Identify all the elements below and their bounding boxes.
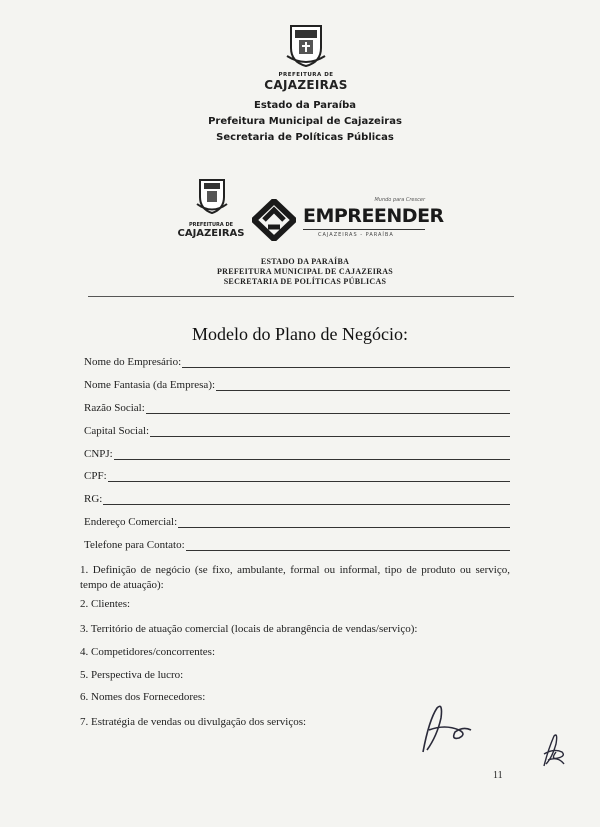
header-line-state: ESTADO DA PARAÍBA	[260, 257, 350, 266]
field-blank-line[interactable]	[146, 402, 510, 414]
field-label: RG:	[84, 493, 103, 505]
crest-icon	[285, 22, 327, 68]
field-cpf[interactable]	[84, 466, 510, 482]
empreender-logo-icon	[252, 199, 296, 241]
question-7: 7. Estratégia de vendas ou divulgação dos serviços:	[80, 716, 307, 728]
header-divider	[88, 296, 514, 297]
field-label: Razão Social:	[84, 402, 145, 414]
field-cnpj[interactable]	[84, 444, 510, 460]
field-label: Nome do Empresário:	[84, 356, 182, 368]
header-line-prefeitura: PREFEITURA MUNICIPAL DE CAJAZEIRAS	[216, 267, 394, 276]
header-line-secretaria: SECRETARIA DE POLÍTICAS PÚBLICAS	[223, 277, 387, 286]
field-nome-empresario[interactable]	[84, 352, 510, 368]
field-blank-line[interactable]	[182, 356, 510, 368]
empreender-subtitle: CAJAZEIRAS - PARAÍBA	[318, 232, 394, 238]
brand-name: CAJAZEIRAS	[177, 228, 245, 239]
field-rg[interactable]	[84, 489, 510, 505]
field-razao-social[interactable]	[84, 398, 510, 414]
question-6: 6. Nomes dos Fornecedores:	[80, 691, 206, 703]
field-label: Capital Social:	[84, 425, 150, 437]
question-3: 3. Território de atuação comercial (locais de abrangência de vendas/serviço):	[80, 623, 418, 635]
field-capital-social[interactable]	[84, 421, 510, 437]
initials-icon	[538, 730, 568, 770]
question-1: 1. Definição de negócio (se fixo, ambulante, formal ou informal, tipo de produto ou serviço, tempo de atuação):	[80, 564, 510, 591]
brand-small-text: PREFEITURA DE	[188, 222, 234, 228]
field-endereco-comercial[interactable]	[84, 512, 510, 528]
field-nome-fantasia[interactable]	[84, 375, 510, 391]
header-line-prefeitura: Prefeitura Municipal de Cajazeiras	[208, 116, 402, 127]
empreender-underline	[303, 229, 425, 230]
question-5: 5. Perspectiva de lucro:	[80, 669, 184, 681]
crest-icon	[196, 177, 228, 215]
signature-icon	[415, 700, 475, 760]
field-telefone[interactable]	[84, 535, 510, 551]
page-title: Modelo do Plano de Negócio:	[192, 324, 408, 344]
field-blank-line[interactable]	[150, 425, 510, 437]
field-label: Telefone para Contato:	[84, 539, 185, 551]
field-blank-line[interactable]	[108, 470, 510, 482]
brand-small-text: PREFEITURA DE	[278, 72, 334, 78]
field-label: Nome Fantasia (da Empresa):	[84, 379, 216, 391]
field-blank-line[interactable]	[216, 379, 510, 391]
field-label: CPF:	[84, 470, 107, 482]
empreender-tagline: Mundo para Crescer	[374, 197, 425, 203]
question-4: 4. Competidores/concorrentes:	[80, 646, 216, 658]
header-line-secretaria: Secretaria de Políticas Públicas	[216, 132, 394, 143]
field-label: CNPJ:	[84, 448, 113, 460]
question-2: 2. Clientes:	[80, 598, 131, 610]
empreender-title: EMPREENDER	[303, 205, 444, 227]
field-blank-line[interactable]	[114, 448, 510, 460]
field-label: Endereço Comercial:	[84, 516, 178, 528]
page-number: 11	[493, 770, 503, 781]
header-line-state: Estado da Paraíba	[253, 100, 357, 111]
field-blank-line[interactable]	[186, 539, 510, 551]
field-blank-line[interactable]	[103, 493, 510, 505]
brand-name: CAJAZEIRAS	[264, 78, 348, 92]
field-blank-line[interactable]	[178, 516, 510, 528]
